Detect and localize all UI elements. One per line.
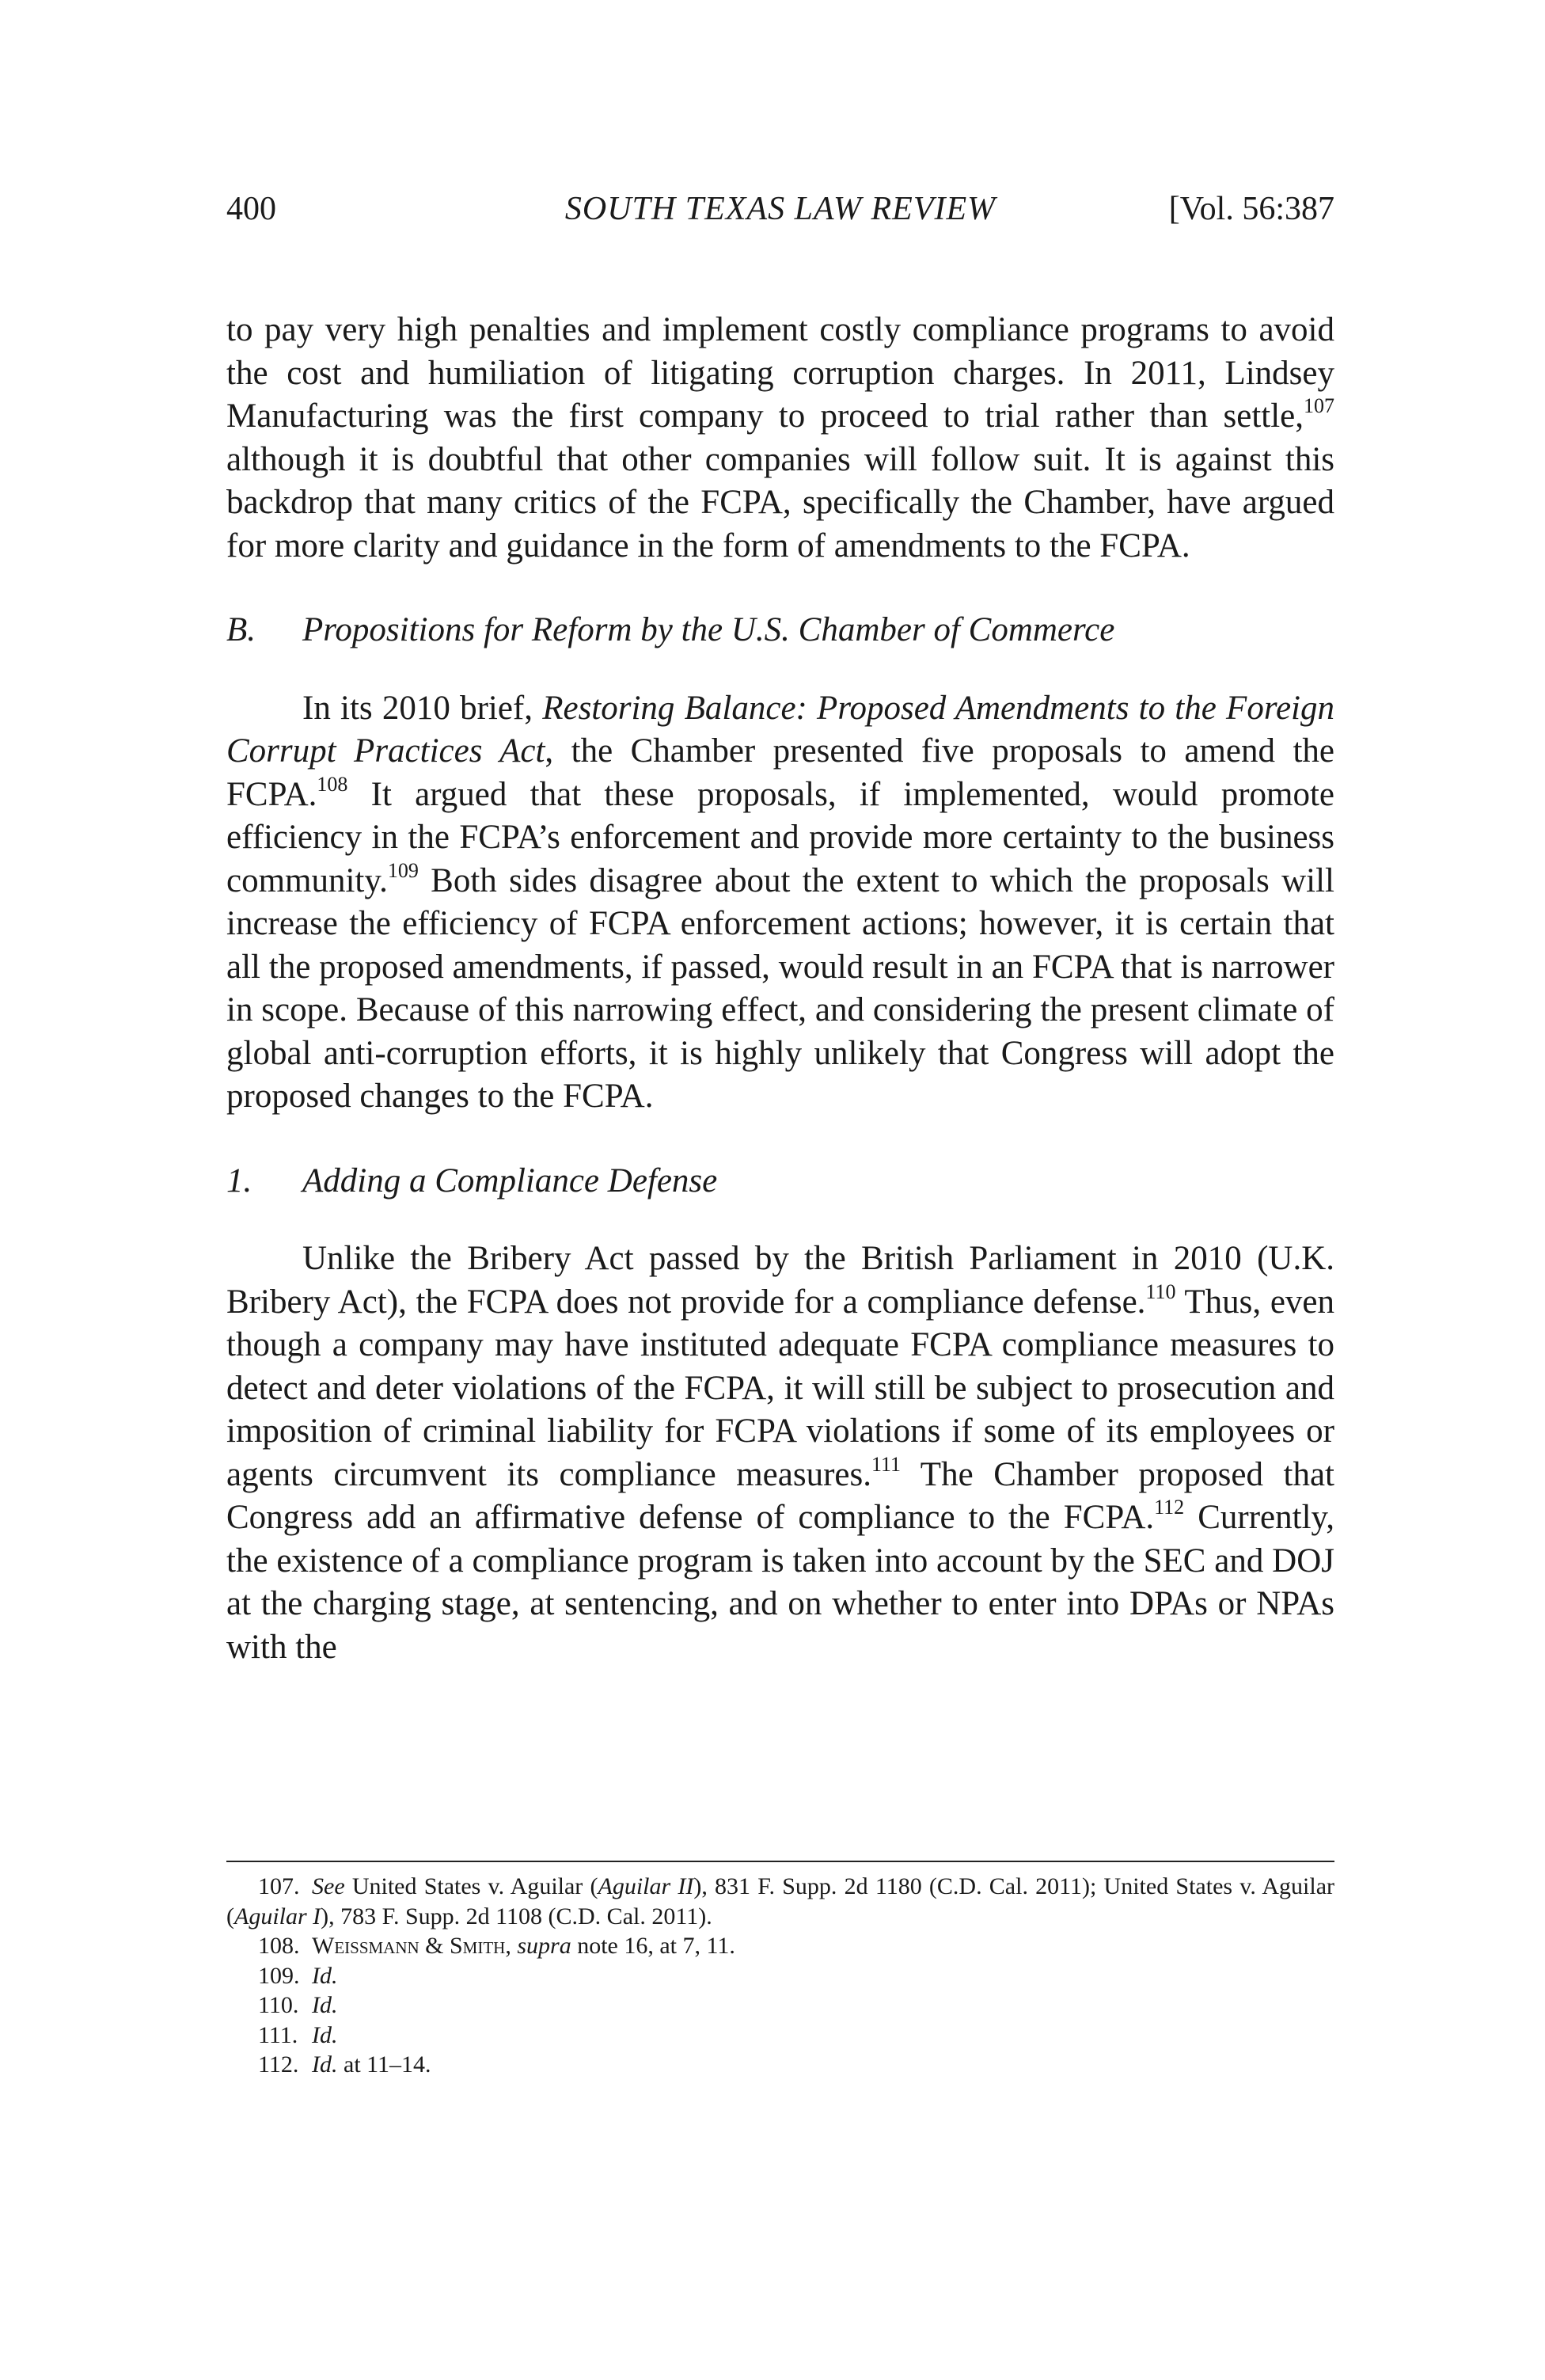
footnote-111: 111. Id. (258, 2021, 338, 2048)
footnote-divider (226, 1861, 1334, 1862)
journal-title: SOUTH TEXAS LAW REVIEW (564, 191, 996, 227)
footnote-ref-112[interactable]: 112 (1154, 1496, 1185, 1519)
footnote-ref-109[interactable]: 109 (387, 858, 419, 882)
footnote-ref-110[interactable]: 110 (1145, 1279, 1176, 1303)
section-heading-b: B. Propositions for Reform by the U.S. Chamber of Commerce (226, 611, 1115, 648)
section-heading-1: 1. Adding a Compliance Defense (226, 1161, 718, 1200)
paragraph-1: to pay very high penalties and implement costly compliance programs to avoid the cost and humiliation of litigating corruption charges. In 2011, Lindsey Manufacturing was the first company to proceed to trial rather than settle,$^{107}$ although it is doubtful that other companies will follow suit. It is against this backdrop that many critics of the FCPA, specifically the Chamber, have argued for more clarity and guidance in the form of amendments to the FCPA. (226, 311, 1334, 565)
paragraph-3: Unlike the Bribery Act passed by the British Parliament in 2010 (U.K. Bribery Act), the FCPA does not provide for a compliance defense.$^{110}$ Thus, even though a company may have instituted adequate FCPA compliance measures to detect and deter violations of the FCPA, it will still be subject to prosecution and imposition of criminal liability for FCPA violations if some of its employees or agents circumvent its compliance measures.$^{111}$ The Chamber proposed that Congress add an affirmative defense of compliance to the FCPA.$^{112}$ Currently, the existence of a compliance program is taken into account by the SEC and DOJ at the charging stage, at sentencing, and on whether to enter into DPAs or NPAs with the (226, 1240, 1334, 1666)
page-number: 400 (226, 191, 276, 227)
footnote-112: 112. Id. at 11–14. (258, 2051, 431, 2078)
footnote-108: 108. Weissmann & Smith, supra note 16, at 7, 11. (258, 1933, 735, 1959)
paragraph-2: In its 2010 brief, Restoring Balance: Proposed Amendments to the Foreign Corrupt Practices Act, the Chamber presented five proposals to amend the FCPA.$^{108}$ It argued that these proposals, if implemented, would promote efficiency in the FCPA’s enforcement and provide more certainty to the business community.$^{109}$ Both sides disagree about the extent to which the proposals will increase the efficiency of FCPA enforcement actions; however, it is certain that all the proposed amendments, if passed, would result in an FCPA that is narrower in scope. Because of this narrowing effect, and considering the present climate of global anti-corruption efforts, it is highly unlikely that Congress will adopt the proposed changes to the FCPA. (226, 689, 1334, 1115)
running-header (226, 190, 1334, 238)
footnote-ref-111[interactable]: 111 (871, 1452, 902, 1476)
footnote-ref-108[interactable]: 108 (317, 772, 348, 796)
brief-title: Restoring Balance: Proposed Amendments to the Foreign Corrupt Practices Act (226, 689, 1334, 770)
footnote-ref-107[interactable]: 107 (1304, 394, 1334, 417)
body-text (226, 309, 1334, 1669)
footnote-109: 109. Id. (258, 1962, 338, 1989)
footnote-110: 110. Id. (258, 1992, 338, 2018)
volume-citation: [Vol. 56:387 (1168, 191, 1334, 227)
footnotes (226, 1872, 1334, 2080)
footnote-107: 107. See United States v. Aguilar (Aguilar II), 831 F. Supp. 2d 1180 (C.D. Cal. 2011); United States v. Aguilar (Aguilar I), 783 F. Supp. 2d 1108 (C.D. Cal. 2011). (226, 1873, 1335, 1929)
